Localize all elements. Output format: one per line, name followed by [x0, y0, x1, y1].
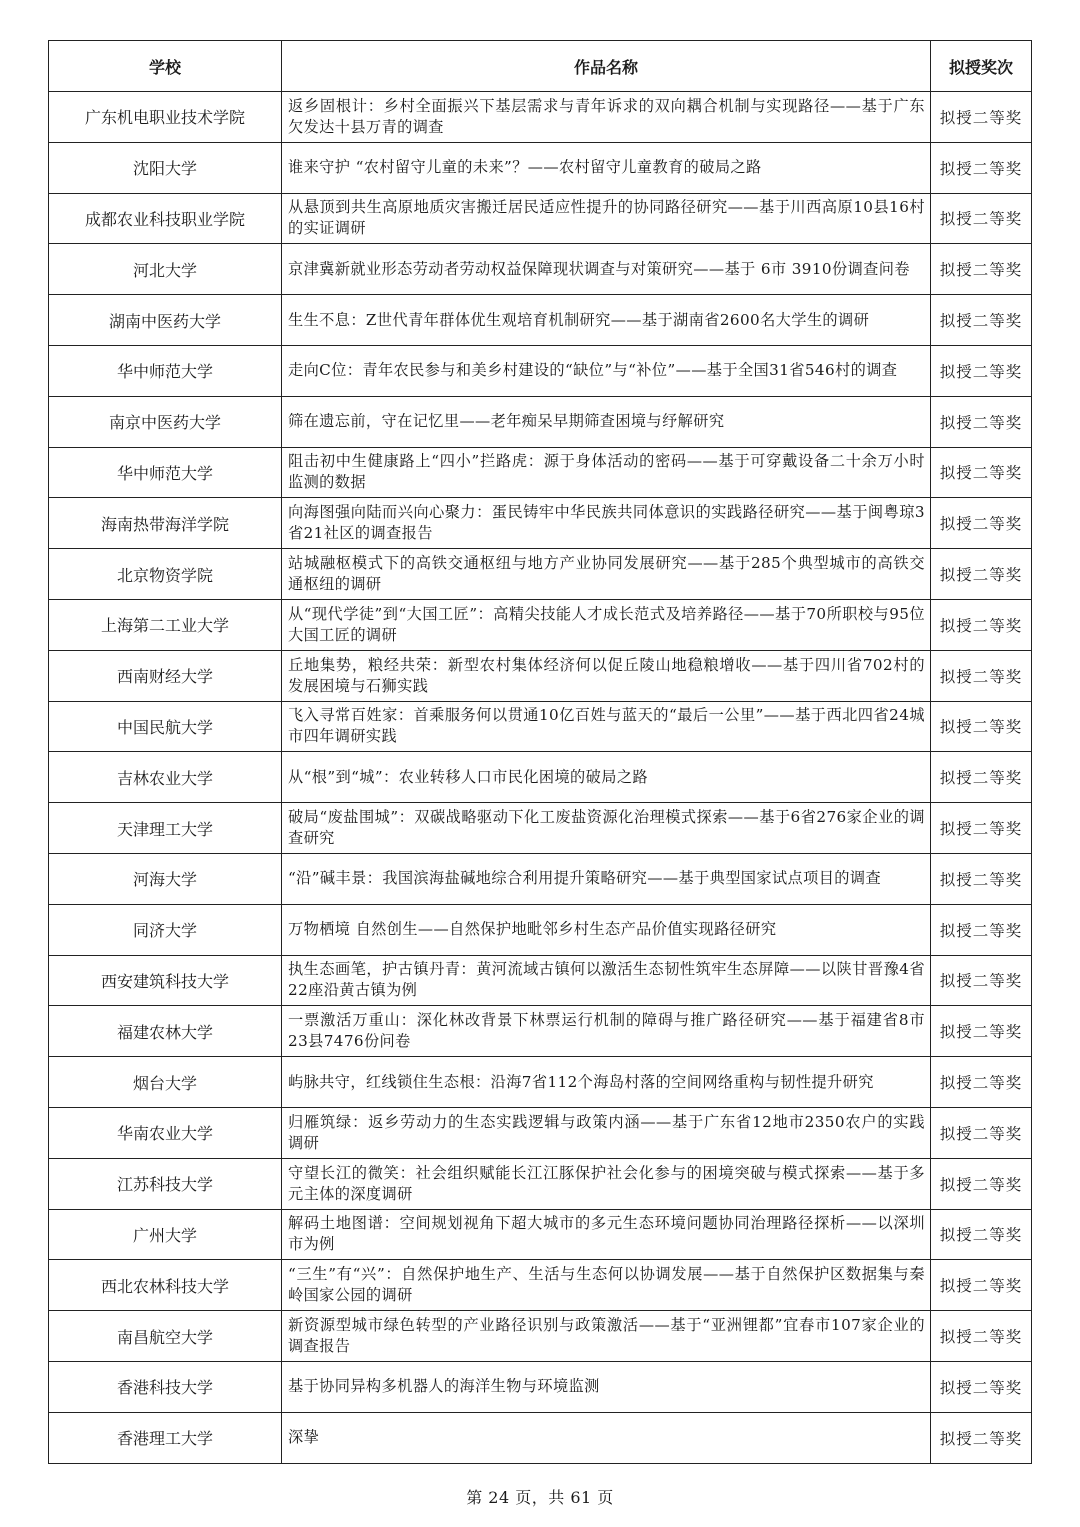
table-row	[49, 1260, 1032, 1311]
award-level-cell: 拟授二等奖	[931, 498, 1032, 549]
award-level-cell: 拟授二等奖	[931, 650, 1032, 701]
school-cell: 福建农林大学	[49, 1006, 282, 1057]
table-row	[49, 447, 1032, 498]
table-row	[49, 193, 1032, 244]
table-row	[49, 345, 1032, 396]
table-row	[49, 549, 1032, 600]
school-cell: 北京物资学院	[49, 549, 282, 600]
school-cell: 南京中医药大学	[49, 396, 282, 447]
work-title-cell: 从“现代学徒”到“大国工匠”：高精尖技能人才成长范式及培养路径——基于70所职校与95位大国工匠的调研	[282, 599, 931, 650]
table-row	[49, 955, 1032, 1006]
award-level-cell: 拟授二等奖	[931, 244, 1032, 295]
table-row	[49, 396, 1032, 447]
work-title-cell: 从悬顶到共生高原地质灾害搬迁居民适应性提升的协同路径研究——基于川西高原10县16村的实证调研	[282, 193, 931, 244]
work-title-cell: 一票激活万重山：深化林改背景下林票运行机制的障碍与推广路径研究——基于福建省8市23县7476份问卷	[282, 1006, 931, 1057]
award-level-cell: 拟授二等奖	[931, 599, 1032, 650]
work-title-cell: “沿”碱丰景：我国滨海盐碱地综合利用提升策略研究——基于典型国家试点项目的调查	[282, 853, 931, 904]
school-cell: 天津理工大学	[49, 803, 282, 854]
school-cell: 河海大学	[49, 853, 282, 904]
work-title-cell: 丘地集势，粮经共荣：新型农村集体经济何以促丘陵山地稳粮增收——基于四川省702村的发展困境与石狮实践	[282, 650, 931, 701]
award-level-cell: 拟授二等奖	[931, 447, 1032, 498]
table-row	[49, 1057, 1032, 1108]
work-title-cell: 解码土地图谱：空间规划视角下超大城市的多元生态环境问题协同治理路径探析——以深圳市为例	[282, 1209, 931, 1260]
award-level-cell: 拟授二等奖	[931, 1361, 1032, 1412]
award-level-cell: 拟授二等奖	[931, 92, 1032, 143]
award-level-cell: 拟授二等奖	[931, 396, 1032, 447]
work-title-cell: 从“根”到“城”：农业转移人口市民化困境的破局之路	[282, 752, 931, 803]
award-level-cell: 拟授二等奖	[931, 1107, 1032, 1158]
table-row	[49, 1311, 1032, 1362]
school-cell: 海南热带海洋学院	[49, 498, 282, 549]
table-row	[49, 752, 1032, 803]
work-title-cell: 基于协同异构多机器人的海洋生物与环境监测	[282, 1361, 931, 1412]
school-cell: 沈阳大学	[49, 142, 282, 193]
school-cell: 中国民航大学	[49, 701, 282, 752]
school-cell: 上海第二工业大学	[49, 599, 282, 650]
table-row	[49, 142, 1032, 193]
school-cell: 华中师范大学	[49, 345, 282, 396]
award-level-cell: 拟授二等奖	[931, 701, 1032, 752]
table-row	[49, 1412, 1032, 1463]
table-row	[49, 1158, 1032, 1209]
award-level-cell: 拟授二等奖	[931, 1412, 1032, 1463]
header-school: 学校	[49, 41, 282, 92]
table-row	[49, 650, 1032, 701]
school-cell: 吉林农业大学	[49, 752, 282, 803]
table-row	[49, 1006, 1032, 1057]
table-row	[49, 701, 1032, 752]
school-cell: 江苏科技大学	[49, 1158, 282, 1209]
work-title-cell: 站城融枢模式下的高铁交通枢纽与地方产业协同发展研究——基于285个典型城市的高铁交通枢纽的调研	[282, 549, 931, 600]
award-level-cell: 拟授二等奖	[931, 549, 1032, 600]
work-title-cell: 执生态画笔，护古镇丹青：黄河流域古镇何以激活生态韧性筑牢生态屏障——以陕甘晋豫4省22座沿黄古镇为例	[282, 955, 931, 1006]
school-cell: 广州大学	[49, 1209, 282, 1260]
work-title-cell: 生生不息：Z世代青年群体优生观培育机制研究——基于湖南省2600名大学生的调研	[282, 295, 931, 346]
work-title-cell: 返乡固根计：乡村全面振兴下基层需求与青年诉求的双向耦合机制与实现路径——基于广东欠发达十县万青的调查	[282, 92, 931, 143]
award-level-cell: 拟授二等奖	[931, 142, 1032, 193]
table-row	[49, 244, 1032, 295]
table-row	[49, 295, 1032, 346]
work-title-cell: 新资源型城市绿色转型的产业路径识别与政策激活——基于“亚洲锂都”宜春市107家企业的调查报告	[282, 1311, 931, 1362]
work-title-cell: 归雁筑绿：返乡劳动力的生态实践逻辑与政策内涵——基于广东省12地市2350农户的实践调研	[282, 1107, 931, 1158]
table-row	[49, 853, 1032, 904]
school-cell: 湖南中医药大学	[49, 295, 282, 346]
award-level-cell: 拟授二等奖	[931, 1006, 1032, 1057]
school-cell: 广东机电职业技术学院	[49, 92, 282, 143]
table-row	[49, 599, 1032, 650]
award-level-cell: 拟授二等奖	[931, 955, 1032, 1006]
table-row	[49, 92, 1032, 143]
school-cell: 南昌航空大学	[49, 1311, 282, 1362]
work-title-cell: 向海图强向陆而兴向心聚力：蛋民铸牢中华民族共同体意识的实践路径研究——基于闽粤琼3省21社区的调查报告	[282, 498, 931, 549]
table-header-row	[49, 41, 1032, 92]
work-title-cell: 走向C位：青年农民参与和美乡村建设的“缺位”与“补位”——基于全国31省546村的调查	[282, 345, 931, 396]
table-row	[49, 1107, 1032, 1158]
table-row	[49, 1209, 1032, 1260]
award-level-cell: 拟授二等奖	[931, 904, 1032, 955]
page-number-footer: 第 24 页，共 61 页	[466, 1488, 614, 1507]
award-level-cell: 拟授二等奖	[931, 1311, 1032, 1362]
work-title-cell: 飞入寻常百姓家：首乘服务何以贯通10亿百姓与蓝天的“最后一公里”——基于西北四省24城市四年调研实践	[282, 701, 931, 752]
award-level-cell: 拟授二等奖	[931, 803, 1032, 854]
work-title-cell: 阻击初中生健康路上“四小”拦路虎：源于身体活动的密码——基于可穿戴设备二十余万小时监测的数据	[282, 447, 931, 498]
award-level-cell: 拟授二等奖	[931, 853, 1032, 904]
school-cell: 西安建筑科技大学	[49, 955, 282, 1006]
school-cell: 河北大学	[49, 244, 282, 295]
award-level-cell: 拟授二等奖	[931, 345, 1032, 396]
awards-table	[48, 40, 1032, 1464]
work-title-cell: 筛在遗忘前，守在记忆里——老年痴呆早期筛查困境与纾解研究	[282, 396, 931, 447]
school-cell: 烟台大学	[49, 1057, 282, 1108]
table-row	[49, 498, 1032, 549]
school-cell: 华南农业大学	[49, 1107, 282, 1158]
work-title-cell: 万物栖境 自然创生——自然保护地毗邻乡村生态产品价值实现路径研究	[282, 904, 931, 955]
school-cell: 香港理工大学	[49, 1412, 282, 1463]
award-level-cell: 拟授二等奖	[931, 1209, 1032, 1260]
header-award-level: 拟授奖次	[931, 41, 1032, 92]
work-title-cell: 破局“废盐围城”：双碳战略驱动下化工废盐资源化治理模式探索——基于6省276家企业的调查研究	[282, 803, 931, 854]
school-cell: 同济大学	[49, 904, 282, 955]
award-level-cell: 拟授二等奖	[931, 295, 1032, 346]
award-level-cell: 拟授二等奖	[931, 193, 1032, 244]
table-row	[49, 904, 1032, 955]
work-title-cell: 谁来守护 “农村留守儿童的未来”？——农村留守儿童教育的破局之路	[282, 142, 931, 193]
school-cell: 香港科技大学	[49, 1361, 282, 1412]
award-level-cell: 拟授二等奖	[931, 1057, 1032, 1108]
school-cell: 西北农林科技大学	[49, 1260, 282, 1311]
award-level-cell: 拟授二等奖	[931, 752, 1032, 803]
header-work-title: 作品名称	[282, 41, 931, 92]
award-level-cell: 拟授二等奖	[931, 1260, 1032, 1311]
work-title-cell: 深挚	[282, 1412, 931, 1463]
award-level-cell: 拟授二等奖	[931, 1158, 1032, 1209]
work-title-cell: 京津冀新就业形态劳动者劳动权益保障现状调查与对策研究——基于 6市 3910份调查问卷	[282, 244, 931, 295]
work-title-cell: “三生”有“兴”：自然保护地生产、生活与生态何以协调发展——基于自然保护区数据集与秦岭国家公园的调研	[282, 1260, 931, 1311]
school-cell: 成都农业科技职业学院	[49, 193, 282, 244]
table-row	[49, 1361, 1032, 1412]
school-cell: 华中师范大学	[49, 447, 282, 498]
table-row	[49, 803, 1032, 854]
work-title-cell: 守望长江的微笑：社会组织赋能长江江豚保护社会化参与的困境突破与模式探索——基于多元主体的深度调研	[282, 1158, 931, 1209]
school-cell: 西南财经大学	[49, 650, 282, 701]
table-body	[49, 92, 1032, 1464]
work-title-cell: 屿脉共守，红线锁住生态根：沿海7省112个海岛村落的空间网络重构与韧性提升研究	[282, 1057, 931, 1108]
